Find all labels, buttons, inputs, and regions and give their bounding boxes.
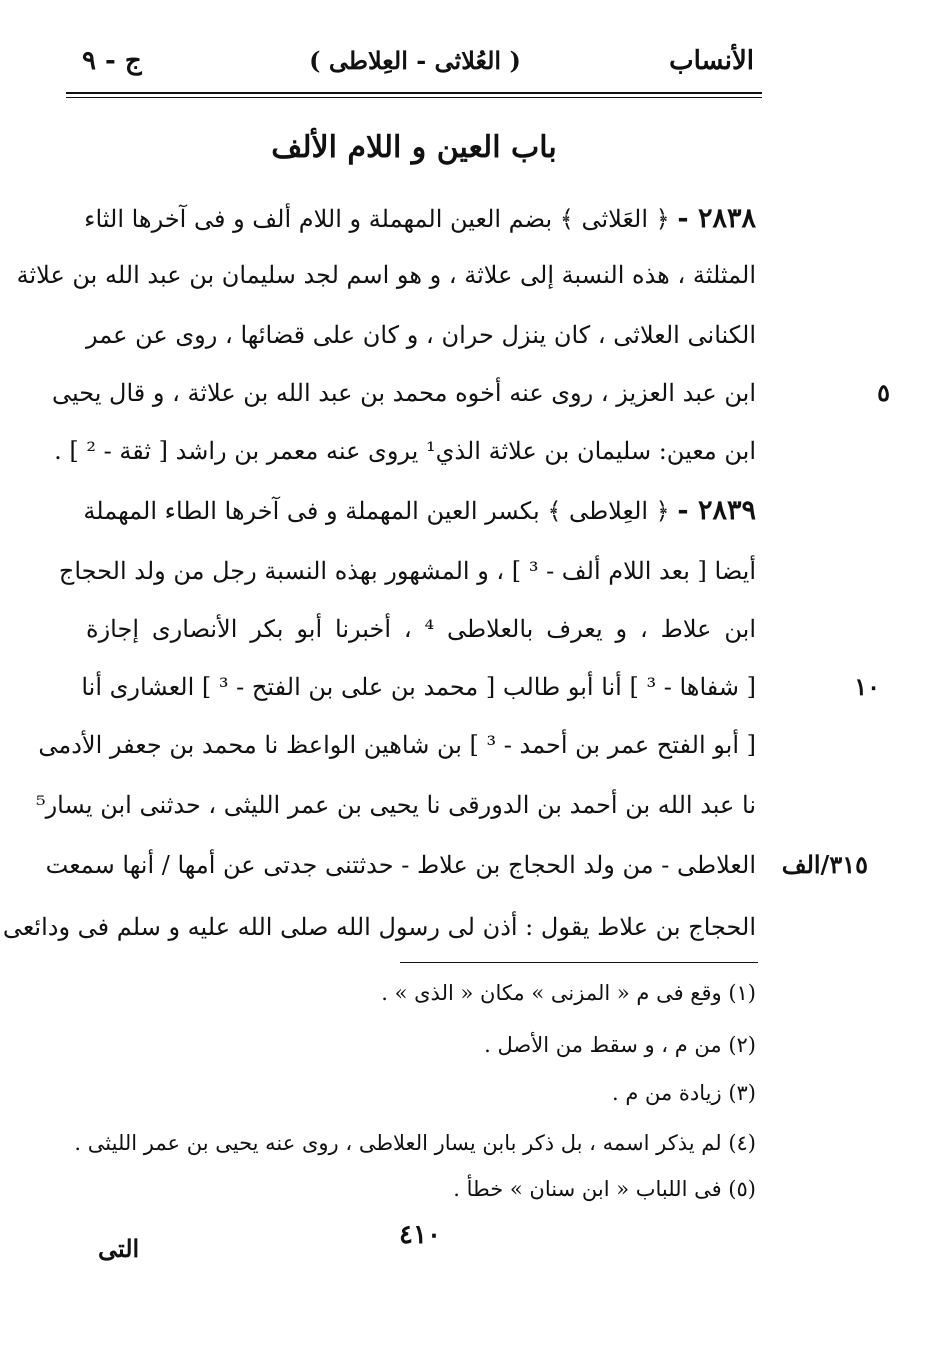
header-rule bbox=[66, 92, 762, 94]
text-line bbox=[54, 428, 756, 474]
line-text: المثلثة ، هذه النسبة إلى علاثة ، و هو اسم لجد سليمان بن عبد الله بن علاثة bbox=[16, 261, 756, 289]
text-line bbox=[38, 722, 756, 768]
footnote: (٥) فى اللباب « ابن سنان » خطأ . bbox=[453, 1177, 756, 1201]
line-number-5: ٥ bbox=[877, 378, 890, 407]
text-line bbox=[83, 488, 756, 534]
line-text: العلاطى - من ولد الحجاج بن علاط - حدثتنى جدتى عن أمها / أنها سمعت bbox=[45, 851, 756, 879]
line-text: ابن معين: سليمان بن علاثة الذي¹ يروى عنه معمر بن راشد [ ثقة - ² ] . bbox=[54, 437, 756, 465]
line-text: ﴿ العَلاثى ﴾ بضم العين المهملة و اللام ألف و فى آخرها الثاء bbox=[84, 205, 670, 233]
entry-number: ٢٨٣٨ - bbox=[677, 203, 756, 234]
volume-label: ج - ٩ bbox=[82, 46, 142, 76]
footnote: (٤) لم يذكر اسمه ، بل ذكر بابن يسار العلاطى ، روى عنه يحيى بن عمر الليثى . bbox=[74, 1131, 756, 1155]
line-text: [ أبو الفتح عمر بن أحمد - ³ ] بن شاهين الواعظ نا محمد بن جعفر الأدمى bbox=[38, 731, 756, 759]
text-line bbox=[2, 904, 756, 950]
footnote-rule bbox=[400, 962, 758, 963]
footnote: (٢) من م ، و سقط من الأصل . bbox=[484, 1033, 756, 1057]
footnote: (١) وقع فى م « المزنى » مكان « الذى » . bbox=[381, 981, 756, 1005]
running-header bbox=[70, 42, 760, 82]
line-number-10: ١٠ bbox=[854, 672, 880, 701]
chapter-title: باب العين و اللام الألف bbox=[271, 130, 557, 165]
text-line bbox=[81, 664, 756, 710]
text-line bbox=[86, 196, 756, 242]
header-rule-thin bbox=[66, 97, 762, 98]
text-line bbox=[16, 252, 756, 298]
line-text: أيضا [ بعد اللام ألف - ³ ] ، و المشهور بهذه النسبة رجل من ولد الحجاج bbox=[58, 557, 756, 585]
line-text: الكنانى العلاثى ، كان ينزل حران ، و كان على قضائها ، روى عن عمر bbox=[86, 321, 756, 349]
book-title: الأنساب bbox=[669, 46, 754, 76]
text-line bbox=[51, 370, 756, 416]
folio-marker: ٣١٥/الف bbox=[781, 850, 868, 879]
text-line bbox=[35, 782, 756, 828]
text-line bbox=[86, 312, 756, 358]
line-text: الحجاج بن علاط يقول : أذن لى رسول الله صلى الله عليه و سلم فى ودائعى bbox=[2, 913, 756, 941]
line-text: نا عبد الله بن أحمد بن الدورقى نا يحيى بن عمر الليثى ، حدثنى ابن يسار⁵ bbox=[35, 791, 756, 819]
line-text: ابن عبد العزيز ، روى عنه أخوه محمد بن عبد الله بن علاثة ، و قال يحيى bbox=[51, 379, 756, 407]
page-number: ٤١٠ bbox=[399, 1220, 441, 1250]
text-line bbox=[86, 606, 756, 652]
header-title: ( العُلاثى - العِلاطى ) bbox=[309, 46, 521, 75]
line-text: ﴿ العِلاطى ﴾ بكسر العين المهملة و فى آخرها الطاء المهملة bbox=[83, 497, 670, 525]
text-line bbox=[45, 842, 756, 888]
catchword: التى bbox=[98, 1234, 140, 1263]
footnote: (٣) زيادة من م . bbox=[611, 1081, 756, 1105]
line-text: [ شفاها - ³ ] أنا أبو طالب [ محمد بن على بن الفتح - ³ ] العشارى أنا bbox=[81, 673, 756, 701]
text-line bbox=[58, 548, 756, 594]
entry-number: ٢٨٣٩ - bbox=[677, 495, 756, 526]
line-text: ابن علاط ، و يعرف بالعلاطى ⁴ ، أخبرنا أبو بكر الأنصارى إجازة bbox=[86, 615, 756, 643]
